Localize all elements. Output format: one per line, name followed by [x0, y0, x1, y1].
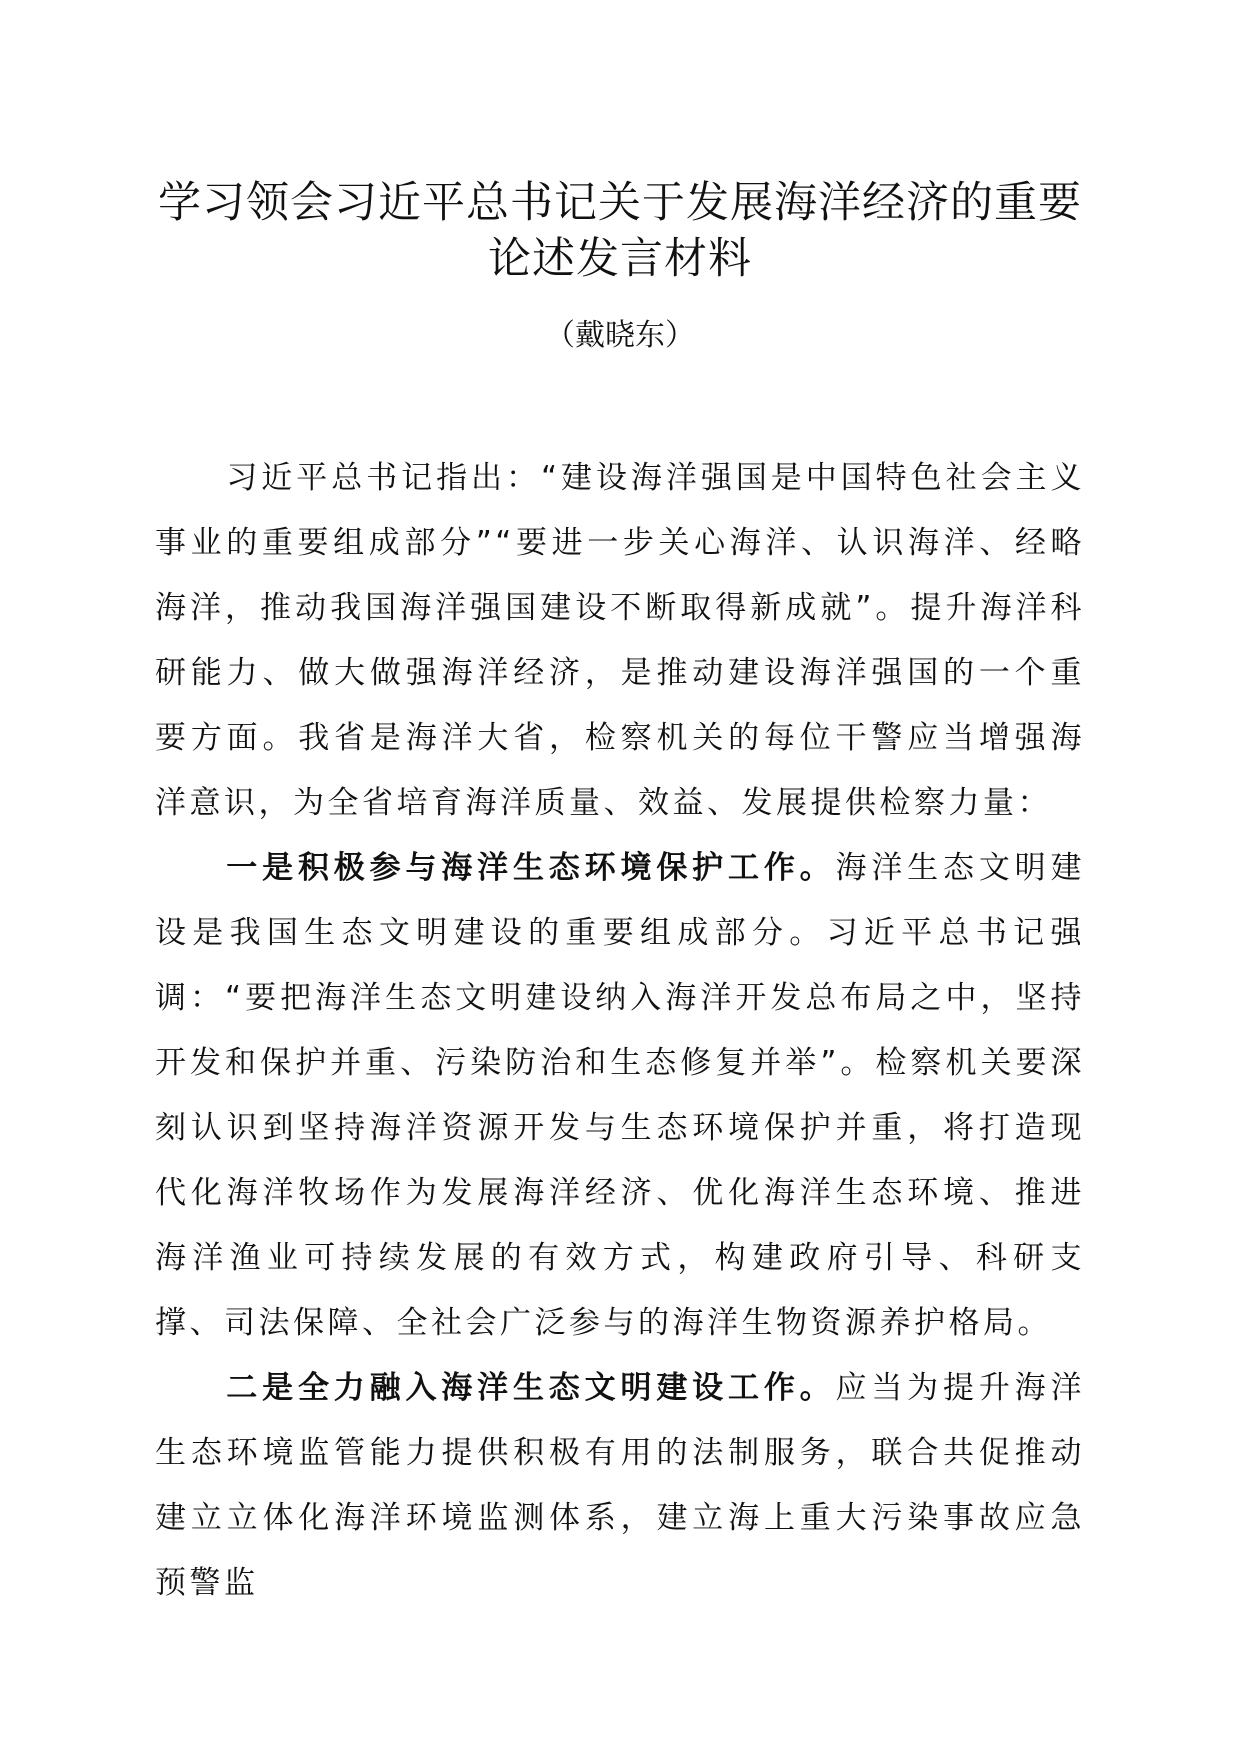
paragraph-text: 习近平总书记指出：“建设海洋强国是中国特色社会主义事业的重要组成部分”“要进一步关心海洋、认识海洋、经略海洋，推动我国海洋强国建设不断取得新成就”。提升海洋科研能力、做大做强海洋经济，是推动建设海洋强国的一个重要方面。我省是海洋大省，检察机关的每位干警应当增强海洋意识，为全省培育海洋质量、效益、发展提供检察力量：: [155, 460, 1085, 821]
document-author: （戴晓东）: [545, 318, 695, 353]
document-body: [155, 446, 1085, 1616]
paragraph-text: 应当为提升海洋生态环境监管能力提供积极有用的法制服务，联合共促推动建立立体化海洋环境监测体系，建立海上重大污染事故应急预警监: [155, 1370, 1086, 1601]
body-paragraph-point-two: [155, 1356, 1085, 1616]
paragraph-text: 海洋生态文明建设是我国生态文明建设的重要组成部分。习近平总书记强调：“要把海洋生态文明建设纳入海洋开发总布局之中，坚持开发和保护并重、污染防治和生态修复并举”。检察机关要深刻认识到坚持海洋资源开发与生态环境保护并重，将打造现代化海洋牧场作为发展海洋经济、优化海洋生态环境、推进海洋渔业可持续发展的有效方式，构建政府引导、科研支撑、司法保障、全社会广泛参与的海洋生物资源养护格局。: [155, 850, 1086, 1341]
document-title: 学习领会习近平总书记关于发展海洋经济的重要论述发言材料: [158, 178, 1082, 284]
body-paragraph-intro: [155, 446, 1085, 836]
paragraph-lead-heading: 一是积极参与海洋生态环境保护工作。: [226, 850, 836, 886]
paragraph-lead-heading: 二是全力融入海洋生态文明建设工作。: [226, 1370, 836, 1406]
body-paragraph-point-one: [155, 836, 1085, 1356]
